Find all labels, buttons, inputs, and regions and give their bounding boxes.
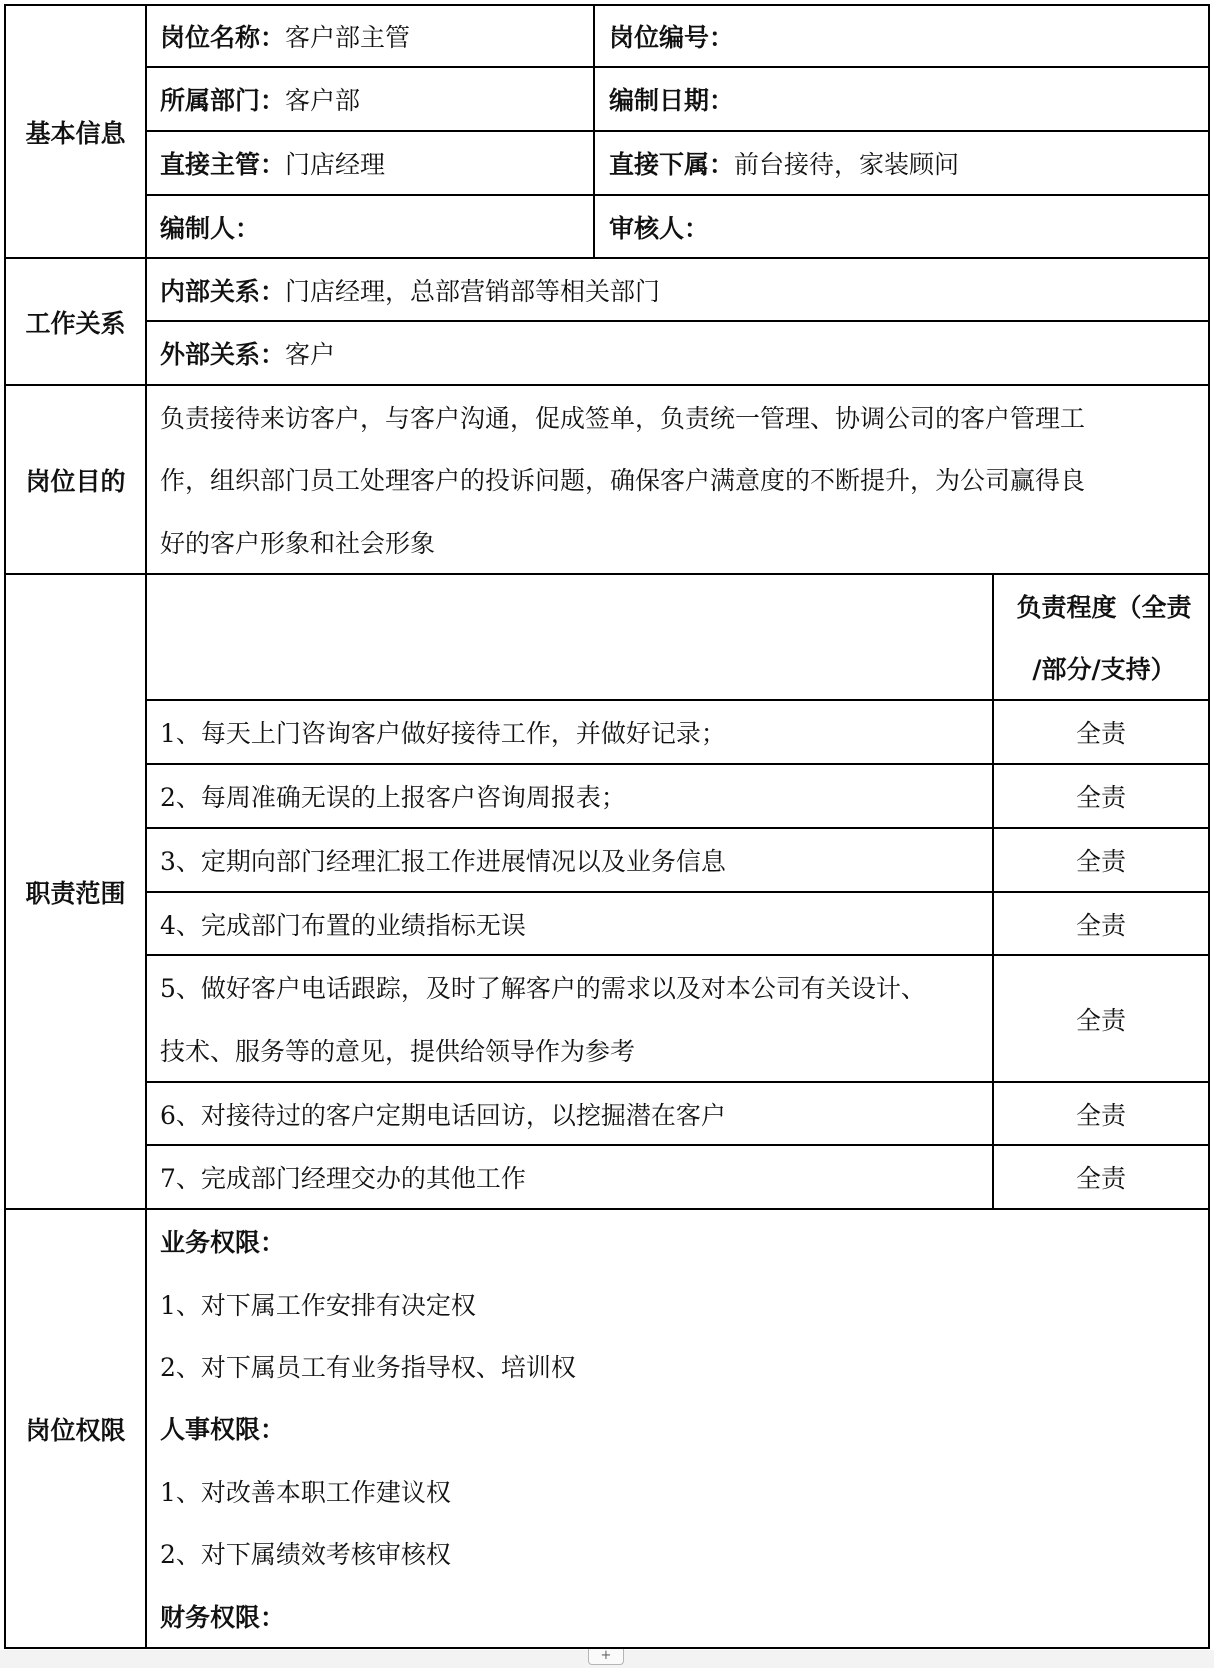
responsibilities-header-empty [147, 575, 992, 699]
item-line: 5、做好客户电话跟踪，及时了解客户的需求以及对本公司有关设计、 [160, 974, 926, 1004]
field-value[interactable]: 客户 [285, 340, 336, 369]
field-value[interactable]: 客户部 [285, 86, 361, 115]
authority-content[interactable] [160, 1210, 1205, 1647]
field-reviewed-by [609, 196, 1199, 257]
authority-item: 1、对改善本职工作建议权 [160, 1477, 451, 1507]
field-value[interactable]: 客户部主管 [285, 23, 411, 52]
responsibility-degree-6[interactable]: 全责 [1075, 1100, 1126, 1130]
field-label: 内部关系： [160, 276, 286, 306]
authority-item: 2、对下属员工有业务指导权、培训权 [160, 1353, 576, 1383]
field-label: 编制日期： [609, 86, 735, 115]
field-prepared-by [160, 196, 590, 257]
field-label: 编制人： [160, 213, 261, 243]
purpose-line: 作，组织部门员工处理客户的投诉问题，确保客户满意度的不断提升，为公司赢得良 [160, 466, 1086, 496]
responsibility-item-3[interactable]: 3、定期向部门经理汇报工作进展情况以及业务信息 [160, 847, 726, 876]
add-page-button[interactable]: + [588, 1649, 624, 1665]
authority-heading-financial: 财务权限： [160, 1602, 286, 1632]
section-label-authority: 岗位权限 [25, 1415, 126, 1445]
responsibility-item-4[interactable]: 4、完成部门布置的业绩指标无误 [160, 910, 526, 940]
responsibility-degree-3[interactable]: 全责 [1075, 847, 1126, 876]
responsibility-degree-4[interactable]: 全责 [1075, 910, 1126, 940]
responsibility-item-2[interactable]: 2、每周准确无误的上报客户咨询周报表； [160, 783, 626, 812]
responsibility-item-6[interactable]: 6、对接待过的客户定期电话回访，以挖掘潜在客户 [160, 1100, 726, 1130]
section-label-work-relations: 工作关系 [25, 308, 126, 338]
field-label: 审核人： [609, 213, 710, 243]
responsibility-degree-2[interactable]: 全责 [1075, 783, 1126, 812]
field-direct-subordinates [609, 132, 1199, 194]
field-prepared-date [609, 68, 1199, 130]
field-label: 直接下属： [609, 150, 735, 179]
field-value[interactable]: 门店经理 [285, 150, 386, 179]
field-value[interactable]: 前台接待，家装顾问 [734, 150, 960, 179]
authority-heading-personnel: 人事权限： [160, 1415, 286, 1445]
field-label: 岗位名称： [160, 23, 286, 52]
field-label: 外部关系： [160, 340, 286, 369]
field-position-name [160, 6, 590, 66]
item-line: 技术、服务等的意见，提供给领导作为参考 [160, 1036, 636, 1066]
section-label-purpose: 岗位目的 [25, 466, 126, 496]
responsibility-item-5[interactable] [160, 956, 990, 1081]
field-direct-supervisor [160, 132, 590, 194]
section-label-basic-info: 基本信息 [25, 118, 126, 148]
field-label: 岗位编号： [609, 23, 735, 52]
purpose-text[interactable] [160, 386, 1205, 573]
divider-v [593, 4, 595, 259]
field-value[interactable]: 门店经理，总部营销部等相关部门 [285, 276, 661, 306]
field-internal-relations [160, 259, 1200, 320]
responsibility-item-7[interactable]: 7、完成部门经理交办的其他工作 [160, 1164, 526, 1193]
field-department [160, 68, 590, 130]
authority-item: 2、对下属绩效考核审核权 [160, 1540, 451, 1570]
header-line: /部分/支持） [1032, 655, 1176, 684]
authority-heading-business: 业务权限： [160, 1228, 286, 1258]
responsibility-degree-header [1000, 575, 1208, 699]
section-label-responsibilities: 职责范围 [25, 878, 126, 908]
header-line: 负责程度（全责 [1016, 593, 1192, 622]
field-external-relations [160, 322, 1200, 384]
responsibility-item-1[interactable]: 1、每天上门咨询客户做好接待工作，并做好记录； [160, 719, 726, 748]
field-position-code [609, 6, 1199, 66]
purpose-line: 负责接待来访客户，与客户沟通，促成签单，负责统一管理、协调公司的客户管理工 [160, 404, 1086, 434]
responsibility-degree-7[interactable]: 全责 [1075, 1164, 1126, 1193]
responsibility-degree-5[interactable]: 全责 [1075, 1005, 1126, 1035]
authority-item: 1、对下属工作安排有决定权 [160, 1290, 476, 1320]
purpose-line: 好的客户形象和社会形象 [160, 528, 436, 558]
field-label: 所属部门： [160, 86, 286, 115]
responsibility-degree-1[interactable]: 全责 [1075, 719, 1126, 748]
field-label: 直接主管： [160, 150, 286, 179]
